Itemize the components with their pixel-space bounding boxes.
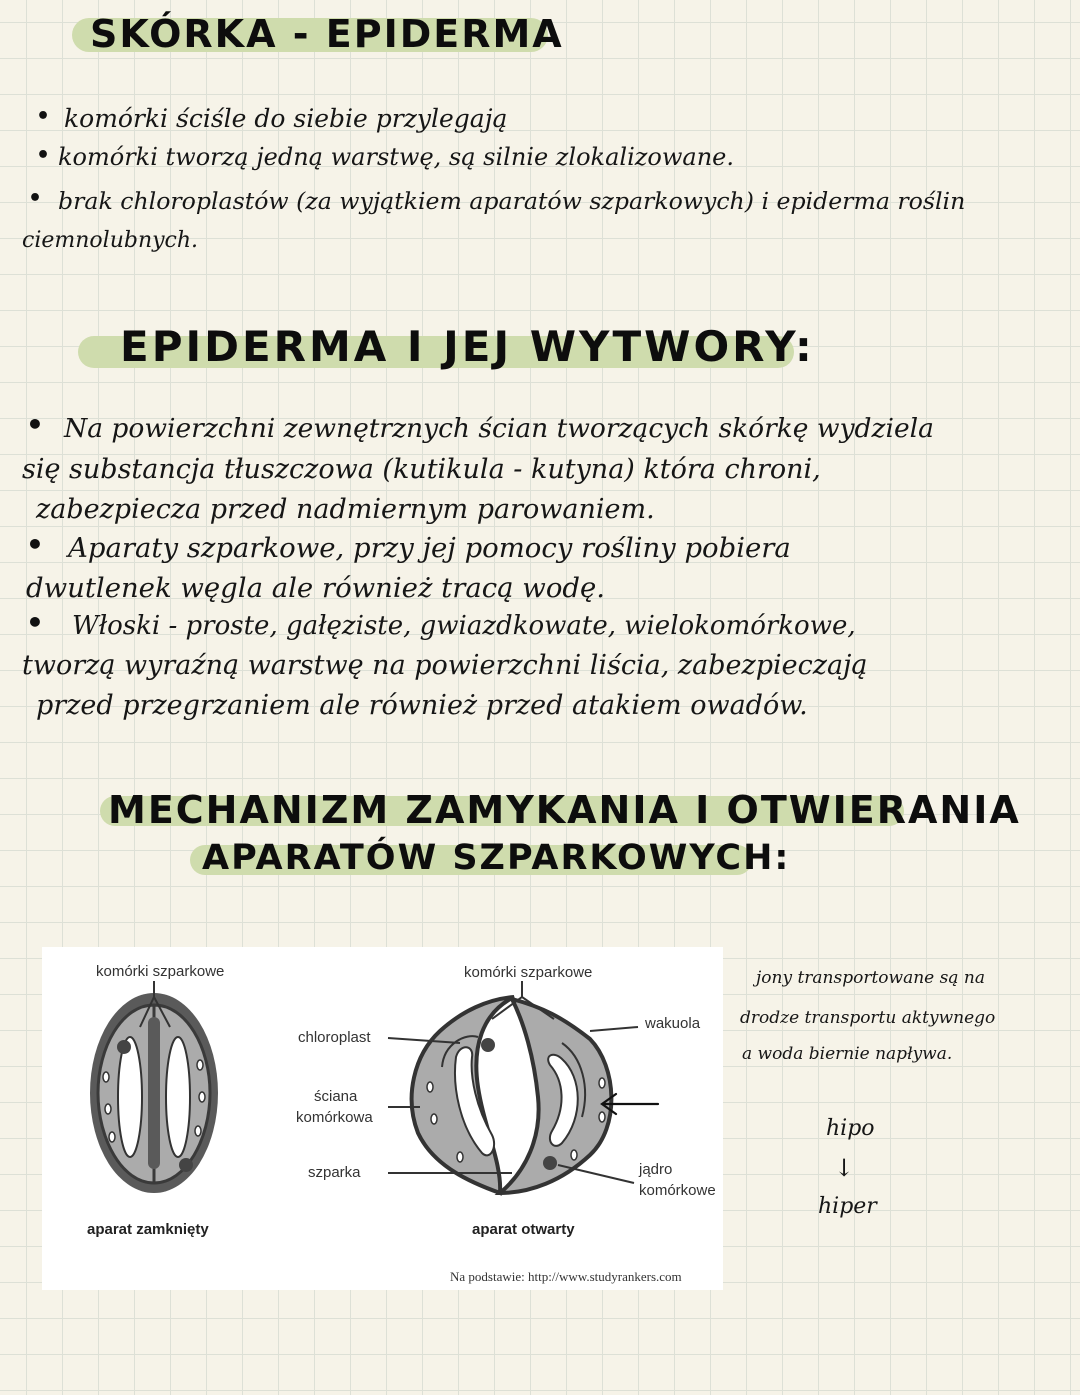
chloroplast-dot — [109, 1132, 115, 1142]
closed-nucleus-right — [179, 1158, 193, 1172]
bullet-5: • — [26, 528, 44, 561]
chloroplast-dot — [457, 1152, 463, 1162]
side-note-line: jony transportowane są na — [756, 968, 985, 988]
open-nucleus-right — [543, 1156, 557, 1170]
note-line: Włoski - proste, gałęziste, gwiazdkowate, wielokomórkowe, — [72, 611, 856, 641]
chloroplast-dot — [105, 1104, 111, 1114]
label-nucleus-1: jądro — [639, 1161, 673, 1178]
bullet-3: • — [28, 186, 43, 211]
vacuole-pointer — [590, 1027, 638, 1031]
label-guard-cells-closed: komórki szparkowe — [96, 963, 225, 980]
heading-mechanizm: MECHANIZM ZAMYKANIA I OTWIERANIA — [108, 788, 1021, 832]
heading-epiderma-wytwory: EPIDERMA I JEJ WYTWORY: — [120, 322, 815, 371]
figure-source: Na podstawie: http://www.studyrankers.com — [450, 1269, 682, 1284]
note-line: Na powierzchni zewnętrznych ścian tworzących skórkę wydziela — [64, 413, 934, 444]
chloroplast-dot — [571, 1150, 577, 1160]
open-stoma — [388, 981, 638, 1193]
chloroplast-dot — [195, 1126, 201, 1136]
label-nucleus-2: komórkowe — [639, 1182, 716, 1199]
note-line: przed przegrzaniem ale również przed atakiem owadów. — [36, 690, 808, 721]
closed-nucleus-left — [117, 1040, 131, 1054]
hand-arrow — [590, 1090, 670, 1120]
label-guard-cells-open: komórki szparkowe — [464, 964, 593, 981]
caption-closed: aparat zamknięty — [87, 1221, 209, 1238]
note-line: się substancja tłuszczowa (kutikula - kutyna) która chroni, — [22, 454, 821, 485]
label-vacuole: wakuola — [645, 1015, 701, 1032]
nucleus-pointer — [558, 1165, 634, 1183]
note-line: zabezpiecza przed nadmiernym parowaniem. — [36, 494, 655, 525]
chloroplast-dot — [103, 1072, 109, 1082]
label-wall-1: ściana — [314, 1088, 358, 1105]
chloroplast-dot — [199, 1092, 205, 1102]
label-wall-2: komórkowa — [296, 1109, 373, 1126]
note-line: tworzą wyraźną warstwę na powierzchni liścia, zabezpieczają — [22, 650, 868, 681]
note-line: Aparaty szparkowe, przy jej pomocy rośliny pobiera — [68, 532, 791, 564]
closed-vacuole-right — [166, 1037, 190, 1157]
side-note-hiper: hiper — [818, 1194, 877, 1219]
side-note-hipo: hipo — [826, 1116, 875, 1141]
open-nucleus-left — [481, 1038, 495, 1052]
chloroplast-dot — [431, 1114, 437, 1124]
bullet-2: • — [36, 143, 51, 168]
label-stoma: szparka — [308, 1164, 361, 1181]
heading-aparatow: APARATÓW SZPARKOWYCH: — [202, 838, 791, 878]
closed-vacuole-left — [118, 1037, 142, 1157]
side-note-line: a woda biernie napływa. — [742, 1044, 953, 1064]
note-line: dwutlenek węgla ale również tracą wodę. — [26, 572, 606, 604]
side-note-line: drodze transportu aktywnego — [740, 1008, 996, 1028]
chloroplast-dot — [427, 1082, 433, 1092]
note-line: ciemnolubnych. — [22, 228, 199, 253]
side-note-arrow: ↓ — [834, 1154, 855, 1182]
bullet-6: • — [26, 606, 44, 639]
note-line: komórki tworzą jedną warstwę, są silnie zlokalizowane. — [58, 143, 734, 171]
note-line: brak chloroplastów (za wyjątkiem aparatów szparkowych) i epiderma roślin — [58, 187, 966, 215]
bullet-1: • — [36, 104, 51, 129]
label-chloroplast: chloroplast — [298, 1029, 371, 1046]
closed-stoma — [90, 981, 218, 1193]
bullet-4: • — [26, 408, 44, 441]
caption-open: aparat otwarty — [472, 1221, 575, 1238]
chloroplast-dot — [197, 1060, 203, 1070]
note-line: komórki ściśle do siebie przylegają — [64, 104, 508, 133]
hand-arrow-path — [602, 1094, 658, 1114]
heading-skorka-epiderma: SKÓRKA - EPIDERMA — [90, 12, 564, 56]
chloroplast-dot — [599, 1078, 605, 1088]
closed-pore — [148, 1017, 160, 1169]
